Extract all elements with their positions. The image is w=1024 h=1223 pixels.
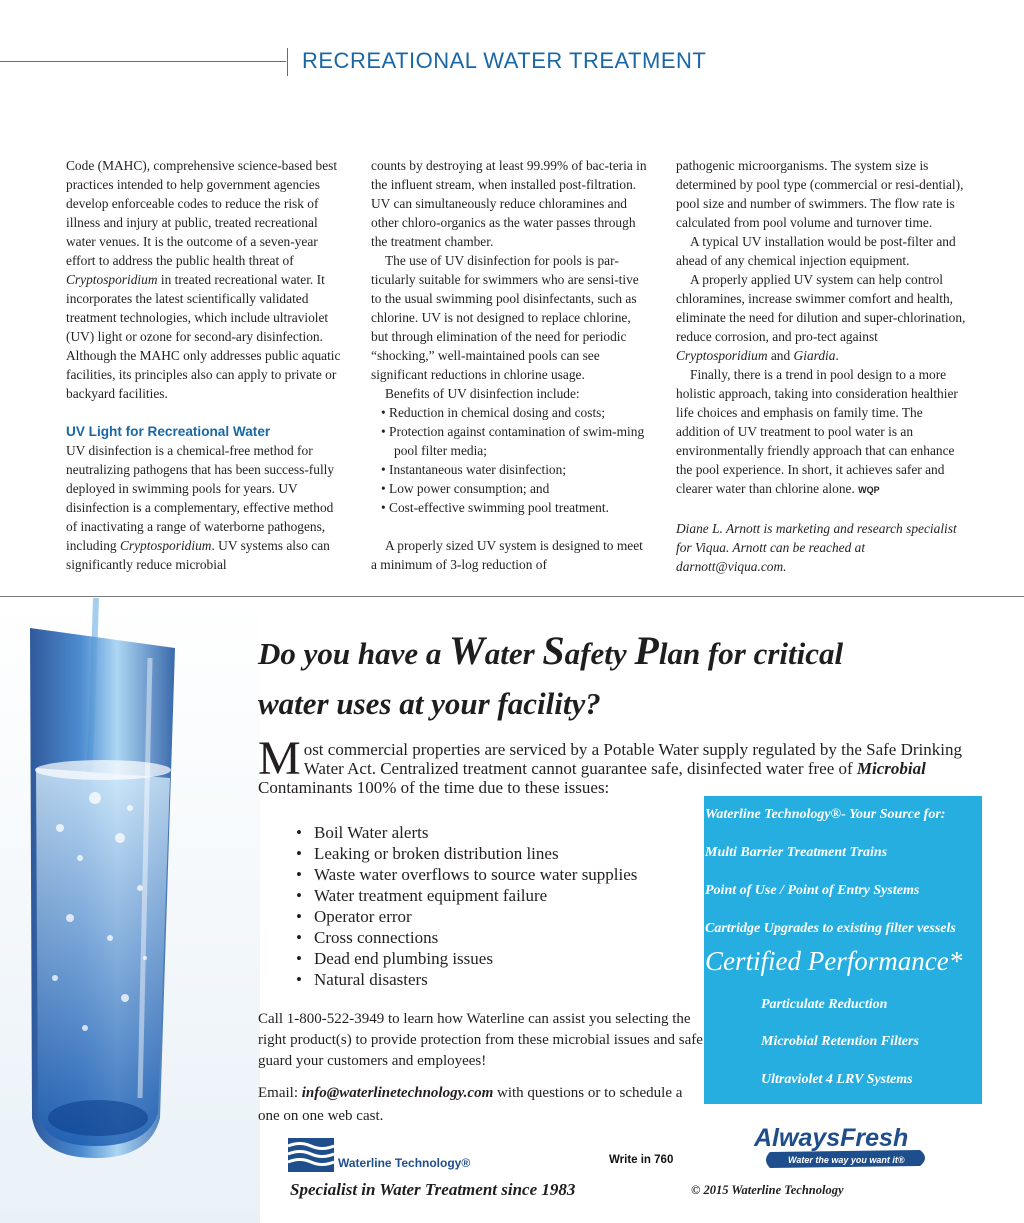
header-rule [0, 61, 286, 62]
water-glass-image [0, 598, 260, 1223]
list-item: • Operator error [258, 906, 698, 927]
paragraph: The use of UV disinfection for pools is par-ticularly suitable for swimmers who are sensi-tive to the usual swimming pool disinfectants, such as chlorine. UV is not designed to replace chlorine, but through elimination of the need for periodic “shocking,” well-maintained pools can see significant reductions in chlorine usage. [371, 253, 639, 382]
list-item: • Low power consumption; and [381, 481, 550, 496]
list-item: • Reduction in chemical dosing and costs; [381, 405, 606, 420]
drop-cap: M [258, 732, 301, 785]
issues-list [258, 822, 698, 990]
waterline-logo-text: Waterline Technology® [338, 1156, 471, 1170]
specialist-tagline: Specialist in Water Treatment since 1983 [290, 1180, 576, 1199]
paragraph: Benefits of UV disinfection include: [385, 386, 580, 401]
email-line: Email: info@waterlinetechnology.com with questions or to schedule a one on one web cast. [258, 1085, 683, 1124]
paragraph: A properly applied UV system can help control chloramines, increase swimmer comfort and health, eliminate the need for dilution and super-chlorination, reduce corrosion, and pro-tect against Cryptosporidium and Giardia. [676, 272, 966, 363]
email-link[interactable]: info@waterlinetechnology.com [301, 1085, 494, 1101]
article-column-1 [66, 156, 344, 574]
section-title: RECREATIONAL WATER TREATMENT [302, 48, 707, 73]
paragraph: pathogenic microorganisms. The system size is determined by pool type (commercial or resi-dential), pool size and number of swimmers. The flow rate is calculated from pool volume and turnover time. [676, 158, 964, 230]
paragraph: Finally, there is a trend in pool design to a more holistic approach, taking into consideration healthier life choices and emphasis on family time. The addition of UV treatment to pool water is an environmentally friendly approach that can enhance the pool experience. In short, it achieves safer and clearer water than chlorine alone. WQP [676, 367, 958, 496]
article-column-2 [371, 156, 651, 574]
list-item: • Water treatment equipment failure [258, 885, 698, 906]
ad-intro: Most commercial properties are serviced by a Potable Water supply regulated by the Safe Drinking Water Act. Centralized treatment cannot guarantee safe, disinfected water free of Microbial Contaminants 100% of the time due to these issues: [258, 732, 962, 797]
list-item: • Cross connections [258, 927, 698, 948]
article-column-3 [676, 156, 966, 576]
paragraph: A properly sized UV system is designed to meet a minimum of 3-log reduction of [371, 538, 643, 572]
paragraph: Code (MAHC), comprehensive science-based best practices intended to help government agencies develop enforceable codes to reduce the risk of illness and injury at public, treated recreational water venues. It is the outcome of a seven-year effort to address the public health threat of Cryptosporidium in treated recreational water. It incorporates the latest scientifically validated treatment technologies, which include ultraviolet (UV) light or ozone for second-ary disinfection. Although the MAHC only addresses public aquatic facilities, its principles also can apply to private or backyard facilities. [66, 158, 341, 401]
ad-headline: Do you have a Water Safety Plan for critical water uses at your facility? [258, 628, 844, 721]
call-to-action: Call 1-800-522-3949 to learn how Waterline can assist you selecting the right product(s) to provide protection from these microbial issues and safe guard your customers and employees! [258, 1011, 703, 1069]
box-sub-line: Particulate Reduction [761, 997, 888, 1012]
certified-performance: Certified Performance* [705, 946, 963, 976]
paragraph: UV disinfection is a chemical-free method for neutralizing pathogens that has been success-fully deployed in swimming pools for years. UV disinfection is a complementary, effective method of inactivating a range of waterborne pathogens, including Cryptosporidium. UV systems also can significantly reduce microbial [66, 443, 335, 572]
list-item: • Cost-effective swimming pool treatment. [381, 500, 609, 515]
alwaysfresh-wordmark: AlwaysFresh [754, 1124, 909, 1152]
wqp-end-mark: WQP [858, 485, 880, 495]
header-divider [287, 48, 288, 76]
source-box [704, 796, 982, 1104]
subheading: UV Light for Recreational Water [66, 424, 271, 439]
list-item: • Boil Water alerts [258, 822, 698, 843]
alwaysfresh-tagline: Water the way you want it® [788, 1155, 905, 1165]
ad-divider [0, 596, 1024, 597]
box-sub-line: Ultraviolet 4 LRV Systems [761, 1072, 913, 1087]
box-line: Multi Barrier Treatment Trains [705, 845, 888, 860]
list-item: • Dead end plumbing issues [258, 948, 698, 969]
box-line: Point of Use / Point of Entry Systems [705, 883, 920, 898]
paragraph: counts by destroying at least 99.99% of bac-teria in the influent stream, when installed post-filtration. UV can simultaneously reduce chloramines and other chloro-organics as the water passes through the treatment chamber. [371, 158, 647, 249]
author-bio: Diane L. Arnott is marketing and research specialist for Viqua. Arnott can be reached at darnott@viqua.com. [676, 521, 957, 574]
list-item: • Leaking or broken distribution lines [258, 843, 698, 864]
box-title: Waterline Technology®- Your Source for: [705, 807, 946, 822]
paragraph: A typical UV installation would be post-filter and ahead of any chemical injection equipment. [676, 234, 956, 268]
list-item: • Instantaneous water disinfection; [381, 462, 567, 477]
list-item: • Natural disasters [258, 969, 698, 990]
box-line: Cartridge Upgrades to existing filter vessels [705, 921, 956, 936]
copyright: © 2015 Waterline Technology [691, 1183, 844, 1197]
alwaysfresh-logo-icon [752, 1122, 936, 1172]
list-item: • Waste water overflows to source water supplies [258, 864, 698, 885]
list-item: • Protection against contamination of swim-ming pool filter media; [381, 424, 645, 458]
write-in-number: Write in 760 [609, 1154, 674, 1166]
box-sub-line: Microbial Retention Filters [761, 1034, 919, 1049]
